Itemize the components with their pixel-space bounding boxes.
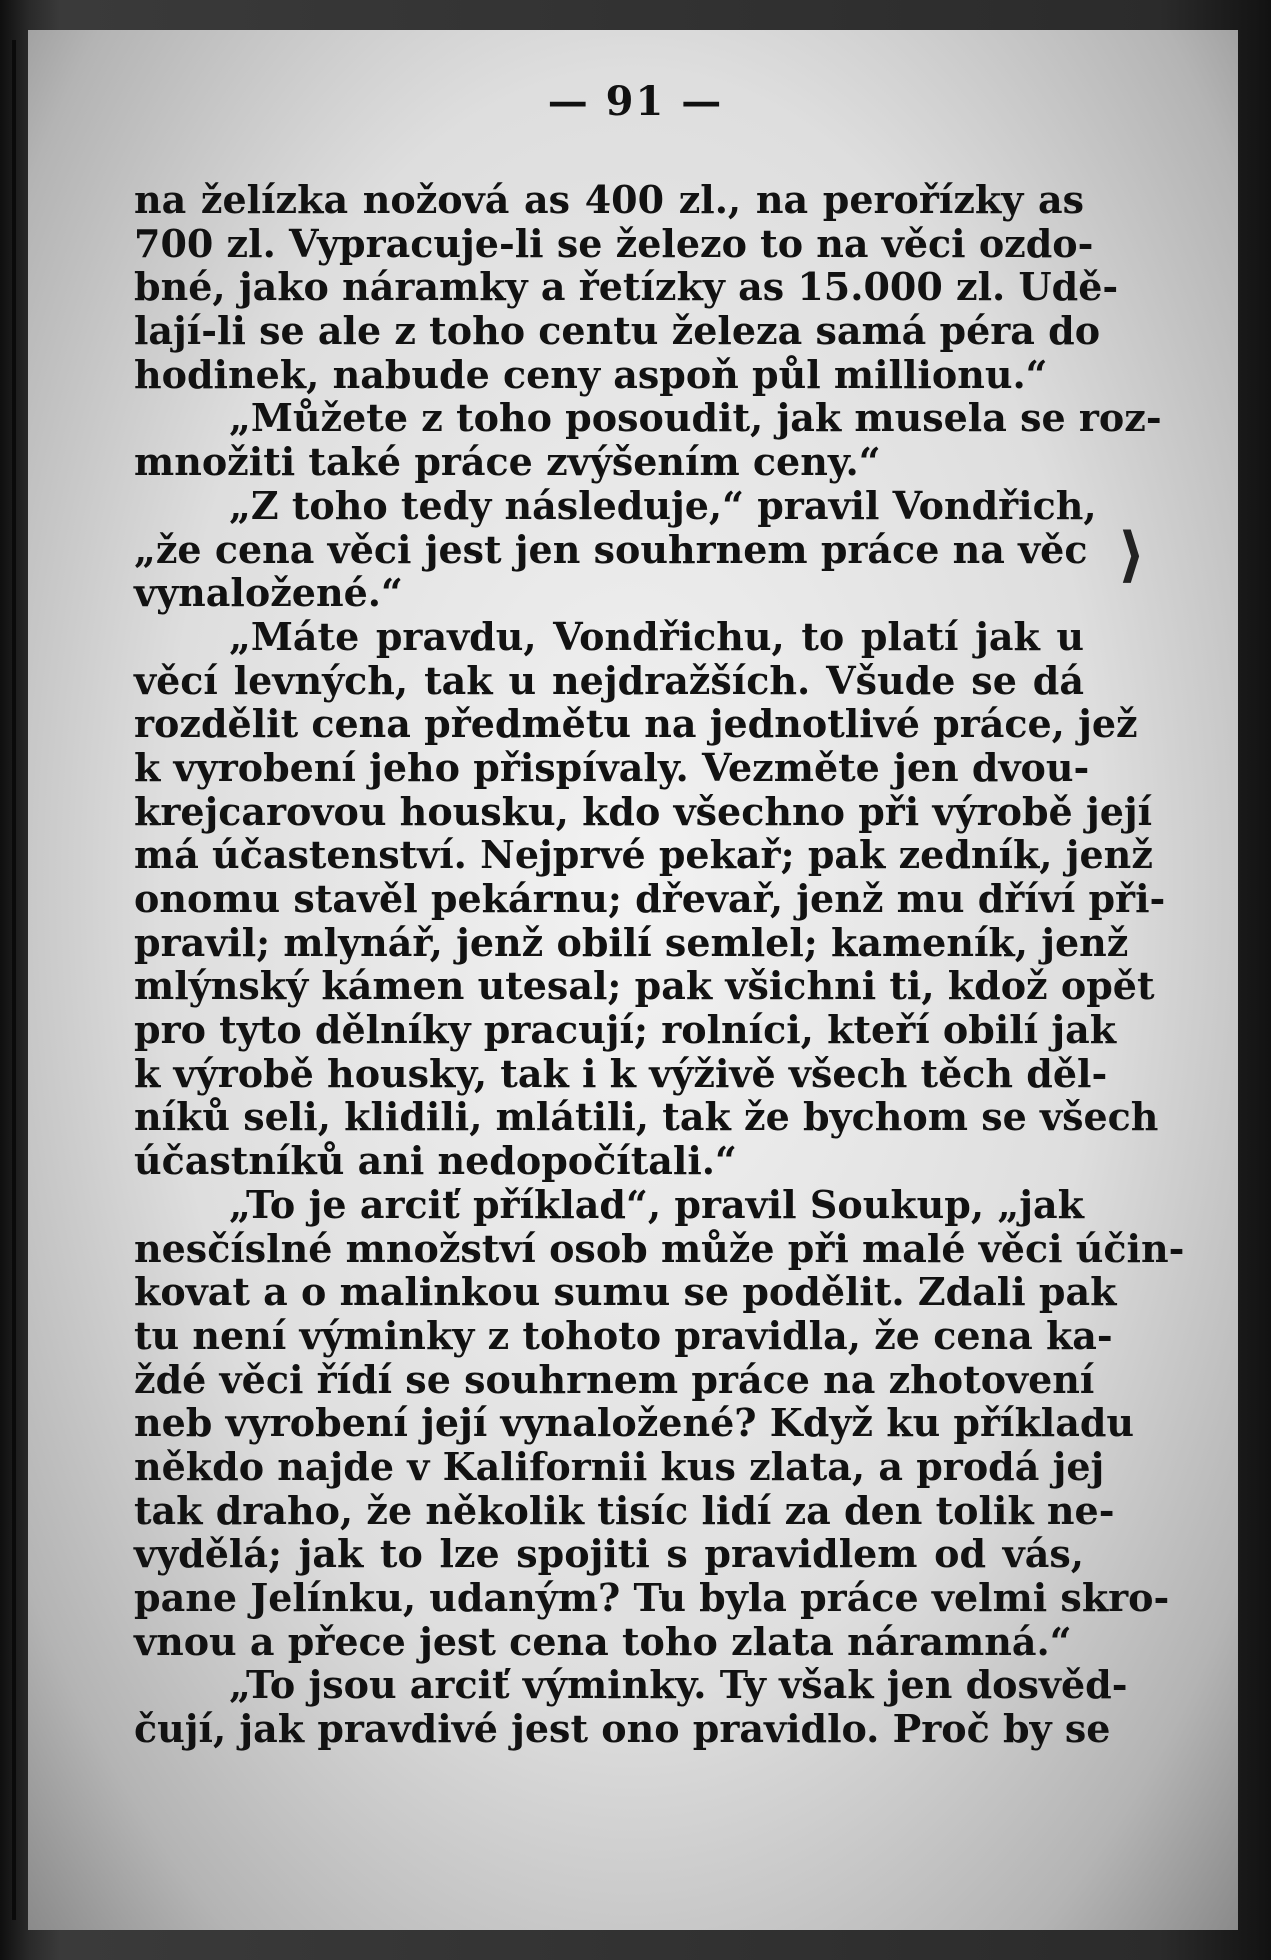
text-line: nesčíslné množství osob může při malé věci účin- <box>134 1225 1185 1271</box>
text-line: „Máte pravdu, Vondřichu, to platí jak u <box>229 613 1084 659</box>
text-line: čují, jak pravdivé jest ono pravidlo. Proč by se <box>134 1706 1111 1752</box>
text-line: pravil; mlynář, jenž obilí semlel; kameník, jenž <box>134 919 1129 965</box>
text-line: „To je arciť příklad“, pravil Soukup, „jak <box>229 1181 1084 1227</box>
text-line: vynaložené.“ <box>134 570 403 616</box>
text-line: věcí levných, tak u nejdražších. Všude se dá <box>134 657 1084 703</box>
text-line: ždé věci řídí se souhrnem práce na zhotovení <box>134 1356 1095 1402</box>
text-line: rozdělit cena předmětu na jednotlivé práce, jež <box>134 701 1138 747</box>
text-line: neb vyrobení její vynaložené? Když ku příkladu <box>134 1400 1135 1446</box>
text-line: vnou a přece jest cena toho zlata náramná.“ <box>134 1618 1072 1664</box>
text-line: má účastenství. Nejprvé pekař; pak zedník, jenž <box>134 832 1153 878</box>
text-line: někdo najde v Kalifornii kus zlata, a prodá jej <box>134 1443 1105 1489</box>
page-number-header: — 91 — <box>547 78 724 125</box>
margin-mark: ⟩ <box>1118 520 1146 590</box>
text-line: množiti také práce zvýšením ceny.“ <box>134 439 881 485</box>
text-line: na želízka nožová as 400 zl., na perořízky as <box>134 177 1084 222</box>
text-line: vydělá; jak to lze spojiti s pravidlem od vás, <box>134 1531 1084 1577</box>
text-line: mlýnský kámen utesal; pak všichni ti, kdož opět <box>134 963 1155 1009</box>
text-line: „že cena věci jest jen souhrnem práce na věc <box>134 526 1088 572</box>
text-line: krejcarovou housku, kdo všechno při výrobě její <box>134 788 1153 834</box>
text-line: 700 zl. Vypracuje-li se železo to na věci ozdo- <box>134 220 1094 266</box>
text-line: pane Jelínku, udaným? Tu byla práce velmi skro- <box>134 1575 1170 1620</box>
body-text <box>134 177 1185 1752</box>
text-line: bné, jako náramky a řetízky as 15.000 zl. Udě- <box>134 264 1119 310</box>
text-line: tu není výminky z tohoto pravidla, že cena ka- <box>134 1312 1113 1358</box>
text-line: k vyrobení jeho přispívaly. Vezměte jen dvou- <box>134 744 1090 790</box>
text-line: „Můžete z toho posoudit, jak musela se roz- <box>229 395 1162 441</box>
text-line: onomu stavěl pekárnu; dřevař, jenž mu dříví při- <box>134 876 1166 921</box>
text-line: tak draho, že několik tisíc lidí za den tolik ne- <box>134 1487 1115 1533</box>
binding-edge-mark <box>12 40 16 1920</box>
text-line: k výrobě housky, tak i k výživě všech těch děl- <box>134 1050 1108 1096</box>
text-line: „To jsou arciť výminky. Ty však jen dosvěd- <box>229 1662 1128 1708</box>
text-line: níků seli, klidili, mlátili, tak že bychom se všech <box>134 1094 1159 1140</box>
text-line: hodinek, nabude ceny aspoň půl millionu.“ <box>134 351 1048 397</box>
text-line: lají-li se ale z toho centu železa samá péra do <box>134 308 1101 354</box>
text-line: pro tyto dělníky pracují; rolníci, kteří obilí jak <box>134 1007 1117 1053</box>
text-line: kovat a o malinkou sumu se podělit. Zdali pak <box>134 1269 1117 1315</box>
text-line: účastníků ani nedopočítali.“ <box>134 1138 737 1184</box>
text-line: „Z toho tedy následuje,“ pravil Vondřich, <box>229 482 1097 528</box>
